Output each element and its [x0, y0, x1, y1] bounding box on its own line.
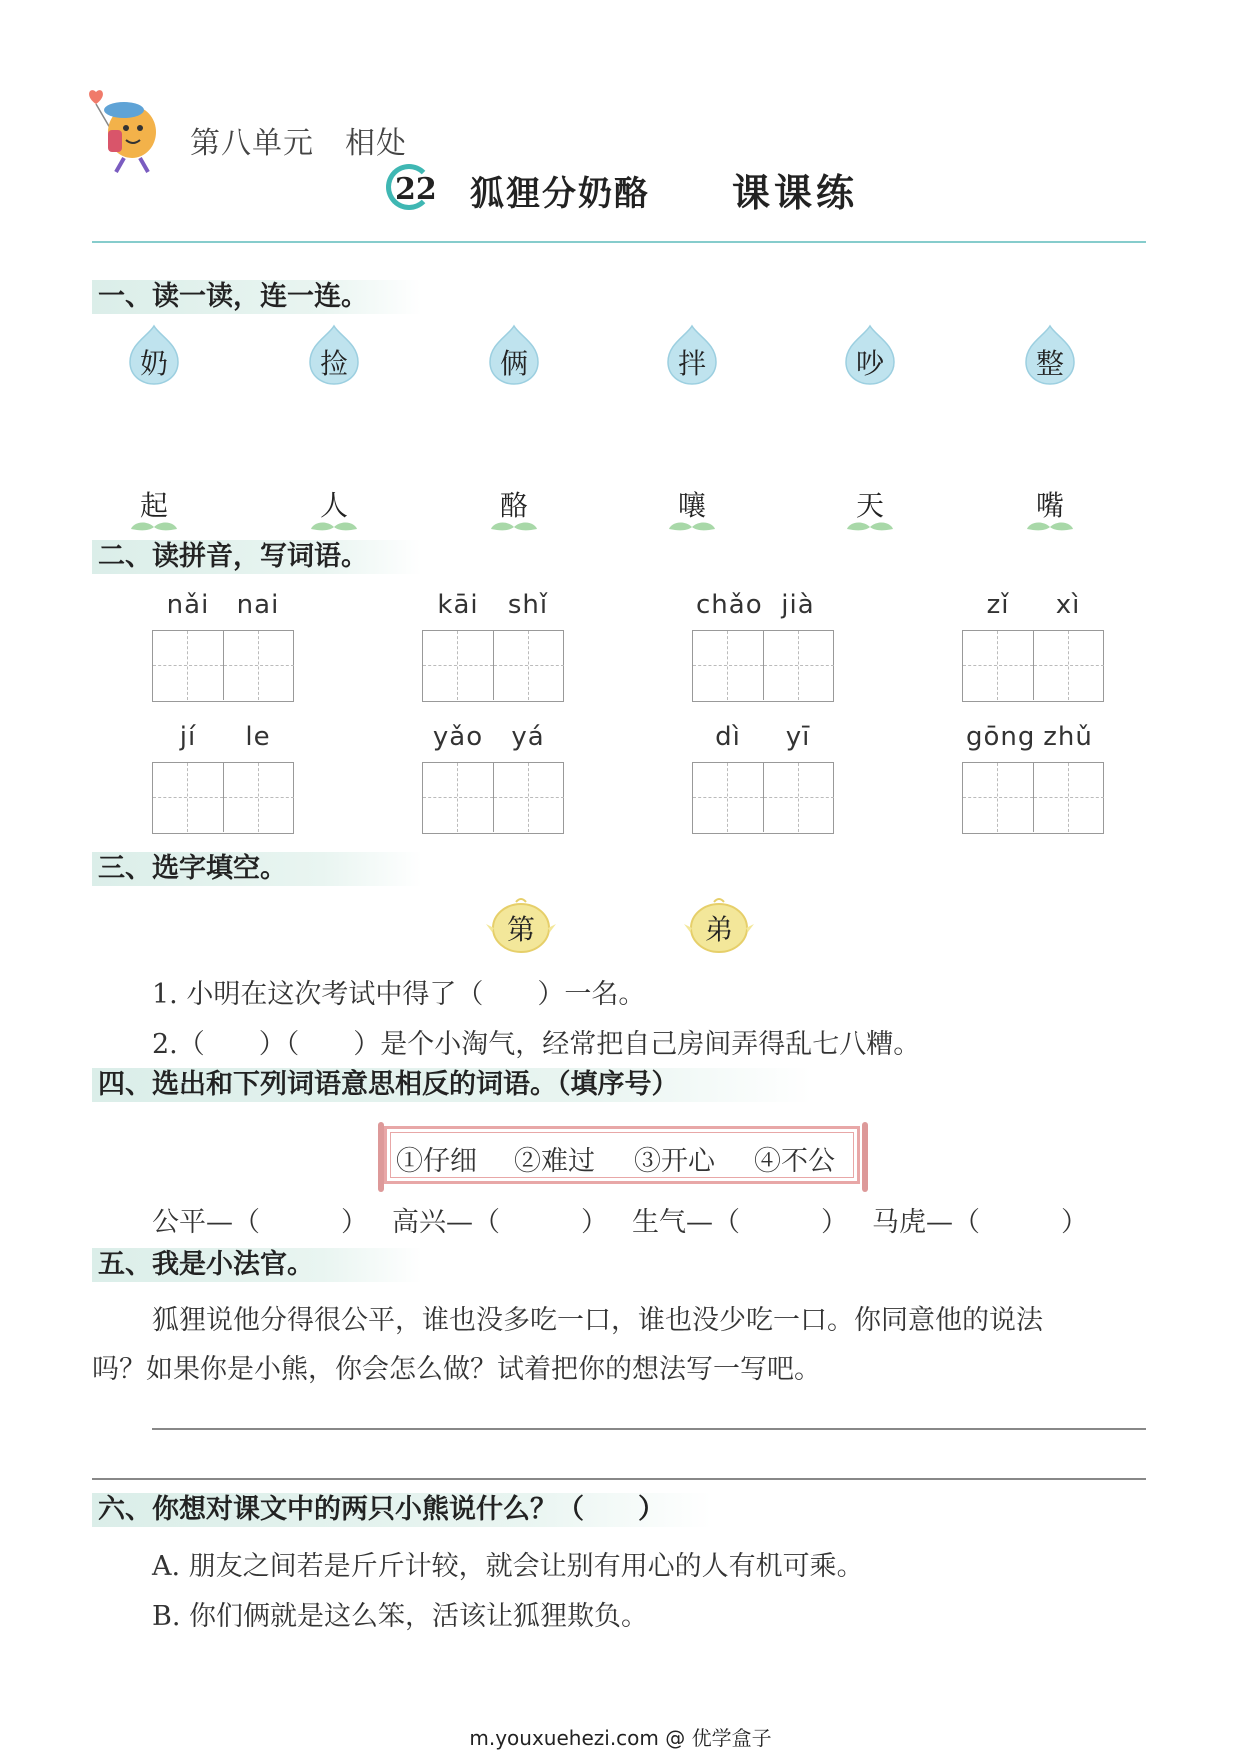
writing-grid[interactable]: [152, 762, 294, 834]
antonym-item-1[interactable]: 公平—（ ）: [152, 1207, 368, 1238]
option-a[interactable]: A. 朋友之间若是斤斤计较，就会让别有用心的人有机可乘。: [152, 1551, 864, 1582]
pinyin-syllable: gōng: [966, 722, 1036, 752]
writing-grid[interactable]: [962, 762, 1104, 834]
antonym-item-3[interactable]: 生气—（ ）: [632, 1207, 848, 1238]
section5-heading: 五、我是小法官。: [92, 1248, 422, 1282]
judge-text-line2: 吗？如果你是小熊，你会怎么做？试着把你的想法写一写吧。: [92, 1354, 821, 1385]
writing-grid[interactable]: [962, 630, 1104, 702]
pinyin-syllable: le: [245, 722, 271, 752]
drop-char: 整: [1035, 347, 1064, 380]
answer-line-1[interactable]: [152, 1428, 1146, 1430]
page-subtitle: 课课练: [732, 171, 859, 215]
leaf-icon: [309, 520, 359, 534]
drop-char: 拌: [677, 347, 706, 380]
char-drop[interactable]: [842, 324, 898, 386]
choice-3: ③开心: [634, 1146, 715, 1177]
choice-scroll: [378, 1122, 868, 1192]
section4-heading: 四、选出和下列词语意思相反的词语。（填序号）: [92, 1068, 812, 1102]
fill-question-1[interactable]: 1. 小明在这次考试中得了（ ）一名。: [152, 979, 646, 1010]
grid-cell[interactable]: [764, 763, 834, 832]
drop-char: 奶: [139, 347, 168, 380]
word-char[interactable]: 嘴: [1035, 489, 1064, 522]
section2-heading: 二、读拼音，写词语。: [92, 540, 422, 574]
option-b[interactable]: B. 你们俩就是这么笨，活该让狐狸欺负。: [152, 1601, 649, 1632]
grid-cell[interactable]: [224, 763, 294, 832]
drop-char: 吵: [855, 347, 884, 380]
choice-2: ②难过: [514, 1146, 595, 1177]
writing-grid[interactable]: [692, 630, 834, 702]
word-char[interactable]: 起: [139, 489, 168, 522]
pinyin-syllable: xì: [1055, 590, 1081, 620]
grid-cell[interactable]: [693, 631, 764, 700]
leaf-icon: [129, 520, 179, 534]
word-char[interactable]: 酪: [499, 489, 528, 522]
writing-grid[interactable]: [422, 630, 564, 702]
lesson-title: 狐狸分奶酪: [470, 174, 650, 214]
char-drop[interactable]: [306, 324, 362, 386]
pinyin-syllable: chǎo: [696, 590, 763, 620]
pinyin-syllable: kāi: [437, 590, 479, 620]
grid-cell[interactable]: [423, 763, 494, 832]
pinyin-syllable: jí: [179, 722, 197, 752]
mascot-icon: [88, 88, 168, 178]
section1-heading: 一、读一读，连一连。: [92, 280, 422, 314]
choice-1: ①仔细: [396, 1146, 477, 1177]
grid-cell[interactable]: [1034, 631, 1104, 700]
writing-grid[interactable]: [152, 630, 294, 702]
option-chick-1: [486, 898, 556, 954]
pinyin-syllable: dì: [715, 722, 741, 752]
drop-char: 捡: [319, 347, 348, 380]
leaf-icon: [667, 520, 717, 534]
grid-cell[interactable]: [764, 631, 834, 700]
grid-cell[interactable]: [494, 631, 564, 700]
grid-cell[interactable]: [153, 763, 224, 832]
pinyin-syllable: yǎo: [432, 722, 484, 752]
antonym-item-2[interactable]: 高兴—（ ）: [392, 1207, 608, 1238]
word-char[interactable]: 天: [855, 489, 884, 522]
option-char: 第: [506, 913, 535, 946]
writing-grid[interactable]: [422, 762, 564, 834]
grid-cell[interactable]: [153, 631, 224, 700]
lesson-number: 22: [395, 172, 437, 207]
footer-source: m.youxuehezi.com @ 优学盒子: [469, 1726, 772, 1750]
lesson-number-badge: [386, 164, 437, 210]
char-drop[interactable]: [664, 324, 720, 386]
leaf-icon: [1025, 520, 1075, 534]
grid-cell[interactable]: [1034, 763, 1104, 832]
pinyin-syllable: nai: [236, 590, 280, 620]
fill-question-2[interactable]: 2.（ ）（ ）是个小淘气，经常把自己房间弄得乱七八糟。: [152, 1029, 921, 1060]
option-char: 弟: [704, 913, 733, 946]
pinyin-syllable: zǐ: [986, 590, 1010, 620]
scroll-rod-right: [862, 1122, 868, 1192]
answer-line-2[interactable]: [92, 1478, 1146, 1480]
grid-cell[interactable]: [494, 763, 564, 832]
grid-cell[interactable]: [963, 763, 1034, 832]
choice-4: ④不公: [754, 1146, 835, 1177]
word-char[interactable]: 人: [319, 489, 348, 522]
pinyin-syllable: shǐ: [507, 590, 549, 620]
judge-text-line1: 狐狸说他分得很公平，谁也没多吃一口，谁也没少吃一口。你同意他的说法: [152, 1305, 1043, 1336]
char-drop[interactable]: [126, 324, 182, 386]
char-drop[interactable]: [1022, 324, 1078, 386]
pinyin-syllable: yī: [785, 722, 811, 752]
word-char[interactable]: 嚷: [677, 489, 706, 522]
leaf-icon: [845, 520, 895, 534]
section3-heading: 三、选字填空。: [92, 852, 422, 886]
leaf-icon: [489, 520, 539, 534]
pinyin-syllable: jià: [781, 590, 815, 620]
pinyin-syllable: yá: [511, 722, 545, 752]
pinyin-syllable: nǎi: [166, 590, 210, 620]
header-divider: [92, 241, 1146, 243]
drop-char: 俩: [499, 347, 528, 380]
writing-grid[interactable]: [692, 762, 834, 834]
option-chick-2: [684, 898, 754, 954]
unit-label: 第八单元 相处: [190, 126, 407, 161]
grid-cell[interactable]: [224, 631, 294, 700]
grid-cell[interactable]: [423, 631, 494, 700]
antonym-item-4[interactable]: 马虎—（ ）: [872, 1207, 1088, 1238]
char-drop[interactable]: [486, 324, 542, 386]
section6-heading: 六、你想对课文中的两只小熊说什么？（ ）: [92, 1493, 712, 1527]
pinyin-syllable: zhǔ: [1043, 722, 1093, 752]
grid-cell[interactable]: [693, 763, 764, 832]
grid-cell[interactable]: [963, 631, 1034, 700]
